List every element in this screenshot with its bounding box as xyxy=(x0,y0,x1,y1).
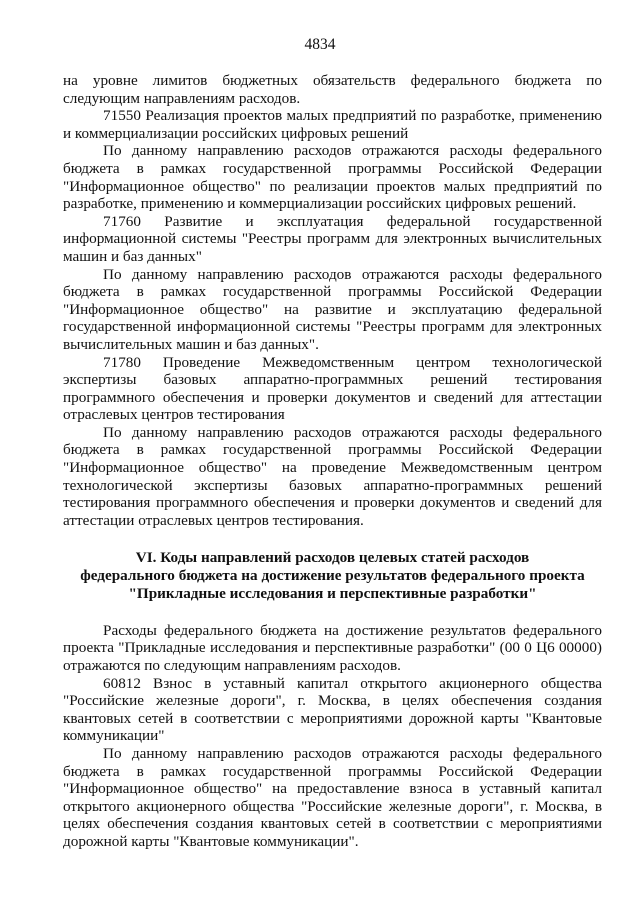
direction-code-71780: 71780 Проведение Межведомственным центром технологической экспертизы базовых аппаратно-программных решений тестирования программного обеспечения и проверки документов и сведений для аттестации отраслевых центров тестирования xyxy=(63,353,602,424)
document-body xyxy=(63,72,602,851)
section-heading xyxy=(63,549,602,602)
section-heading-line: "Прикладные исследования и перспективные разработки" xyxy=(128,585,537,603)
paragraph: По данному направлению расходов отражаются расходы федерального бюджета в рамках государственной программы Российской Федерации "Информационное общество" по реализации проектов малых предприятий по разработке, применению и коммерциализации российских цифровых решений. xyxy=(63,142,602,213)
paragraph: на уровне лимитов бюджетных обязательств федерального бюджета по следующим направлениям расходов. xyxy=(63,72,602,107)
direction-code-71760: 71760 Развитие и эксплуатация федеральной государственной информационной системы "Реестры программ для электронных вычислительных машин и баз данных" xyxy=(63,212,602,265)
paragraph: По данному направлению расходов отражаются расходы федерального бюджета в рамках государственной программы Российской Федерации "Информационное общество" на развитие и эксплуатацию федеральной государственной информационной системы "Реестры программ для электронных вычислительных машин и баз данных". xyxy=(63,265,602,353)
section-heading-line: федерального бюджета на достижение результатов федерального проекта xyxy=(80,567,585,585)
paragraph: По данному направлению расходов отражаются расходы федерального бюджета в рамках государственной программы Российской Федерации "Информационное общество" на проведение Межведомственным центром технологической экспертизы базовых аппаратно-программных решений тестирования программного обеспечения и проверки документов и сведений для аттестации отраслевых центров тестирования. xyxy=(63,423,602,529)
direction-code-71550: 71550 Реализация проектов малых предприятий по разработке, применению и коммерциализации российских цифровых решений xyxy=(63,107,602,142)
page-number: 4834 xyxy=(304,36,336,53)
spacer xyxy=(63,603,602,622)
spacer xyxy=(63,529,602,549)
paragraph: По данному направлению расходов отражаются расходы федерального бюджета в рамках государственной программы Российской Федерации "Информационное общество" на предоставление взноса в уставный капитал открытого акционерного общества "Российские железные дороги", г. Москва, в целях обеспечения создания квантовых сетей в соответствии с мероприятиями дорожной карты "Квантовые коммуникации". xyxy=(63,744,602,850)
direction-code-60812: 60812 Взнос в уставный капитал открытого акционерного общества "Российские железные дороги", г. Москва, в целях обеспечения создания квантовых сетей в соответствии с мероприятиями дорожной карты "Квантовые коммуникации" xyxy=(63,674,602,745)
paragraph: Расходы федерального бюджета на достижение результатов федерального проекта "Прикладные исследования и перспективные разработки" (00 0 Ц6 00000) отражаются по следующим направлениям расходов. xyxy=(63,621,602,675)
section-heading-line: VI. Коды направлений расходов целевых статей расходов xyxy=(135,549,530,567)
